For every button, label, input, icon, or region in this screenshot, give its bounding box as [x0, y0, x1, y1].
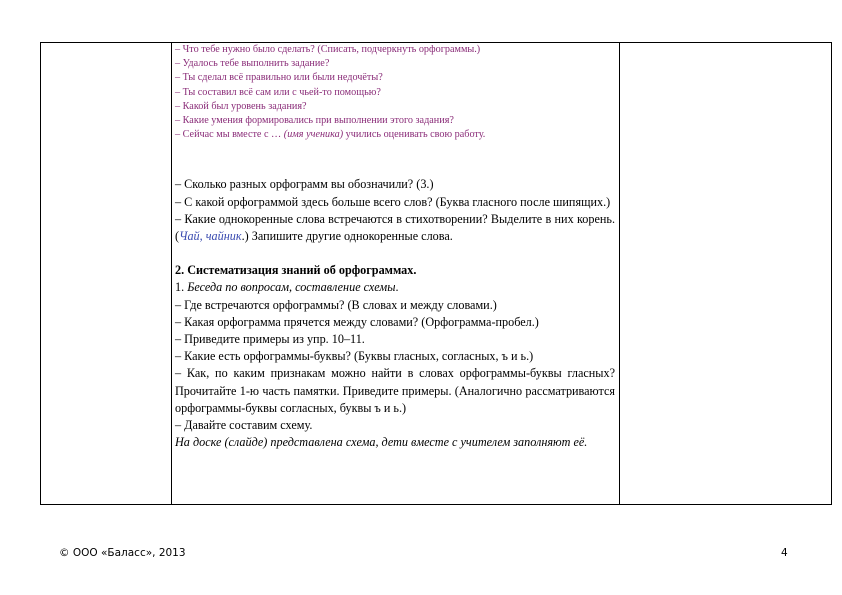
dialogue-line [175, 211, 615, 245]
board-instruction: На доске (слайде) представлена схема, дети вместе с учителем заполняют её. [175, 435, 588, 450]
dialogue-text: .) Запишите другие однокоренные слова. [241, 229, 453, 244]
dialogue-text: – Какие однокоренные слова встречаются в стихотворении? Выделите в них корень. ( [175, 211, 615, 244]
reflection-questions [175, 43, 615, 142]
column-divider-right [619, 43, 620, 504]
dialogue-line: – Сколько разных орфограмм вы обозначили? (3.) [175, 177, 434, 192]
lesson-table [40, 42, 832, 505]
subsection-number: 1. [175, 280, 188, 295]
question-line: – Ты составил всё сам или с чьей-то помощью? [175, 86, 381, 98]
student-name-placeholder: (имя ученика) [283, 129, 344, 141]
question-line: – Что тебе нужно было сделать? (Списать, подчеркнуть орфограммы.) [175, 44, 481, 55]
question-line: – Какие умения формировались при выполнении этого задания? [175, 115, 454, 127]
lesson-dialogue [175, 176, 615, 451]
dialogue-line: – Где встречаются орфограммы? (В словах и между словами.) [175, 297, 497, 312]
lesson-content-cell [172, 43, 618, 504]
root-words: Чай, чайник [179, 229, 242, 244]
question-line-final [175, 128, 615, 142]
page-number: 4 [781, 547, 788, 559]
question-final-end: учились оценивать свою работу. [343, 129, 486, 141]
dialogue-line: – С какой орфограммой здесь больше всего слов? (Буква гласного после шипящих.) [175, 194, 611, 209]
subsection-name: Беседа по вопросам, составление схемы [187, 280, 396, 295]
question-line: – Ты сделал всё правильно или были недочёты? [175, 72, 383, 84]
dialogue-line: – Как, по каким признакам можно найти в словах орфограммы-буквы гласных? Прочитайте 1-ю часть памятки. Приведите примеры. (Аналогично рассматриваются орфограммы-буквы согласных, буквы ъ и ь.) [175, 366, 615, 415]
copyright-footer: © ООО «Баласс», 2013 [59, 547, 186, 559]
subsection-end: . [395, 280, 399, 295]
question-line: – Какой был уровень задания? [175, 100, 307, 112]
dialogue-line: – Приведите примеры из упр. 10–11. [175, 332, 365, 347]
dialogue-line: – Какие есть орфограммы-буквы? (Буквы гласных, согласных, ъ и ь.) [175, 349, 534, 364]
dialogue-line: – Какая орфограмма прячется между словами? (Орфограмма-пробел.) [175, 314, 539, 329]
dialogue-line: – Давайте составим схему. [175, 418, 313, 433]
question-final-start: – Сейчас мы вместе с … [175, 129, 284, 141]
question-line: – Удалось тебе выполнить задание? [175, 58, 330, 70]
subsection-title [175, 279, 615, 296]
section-heading: 2. Систематизация знаний об орфограммах. [175, 263, 417, 278]
